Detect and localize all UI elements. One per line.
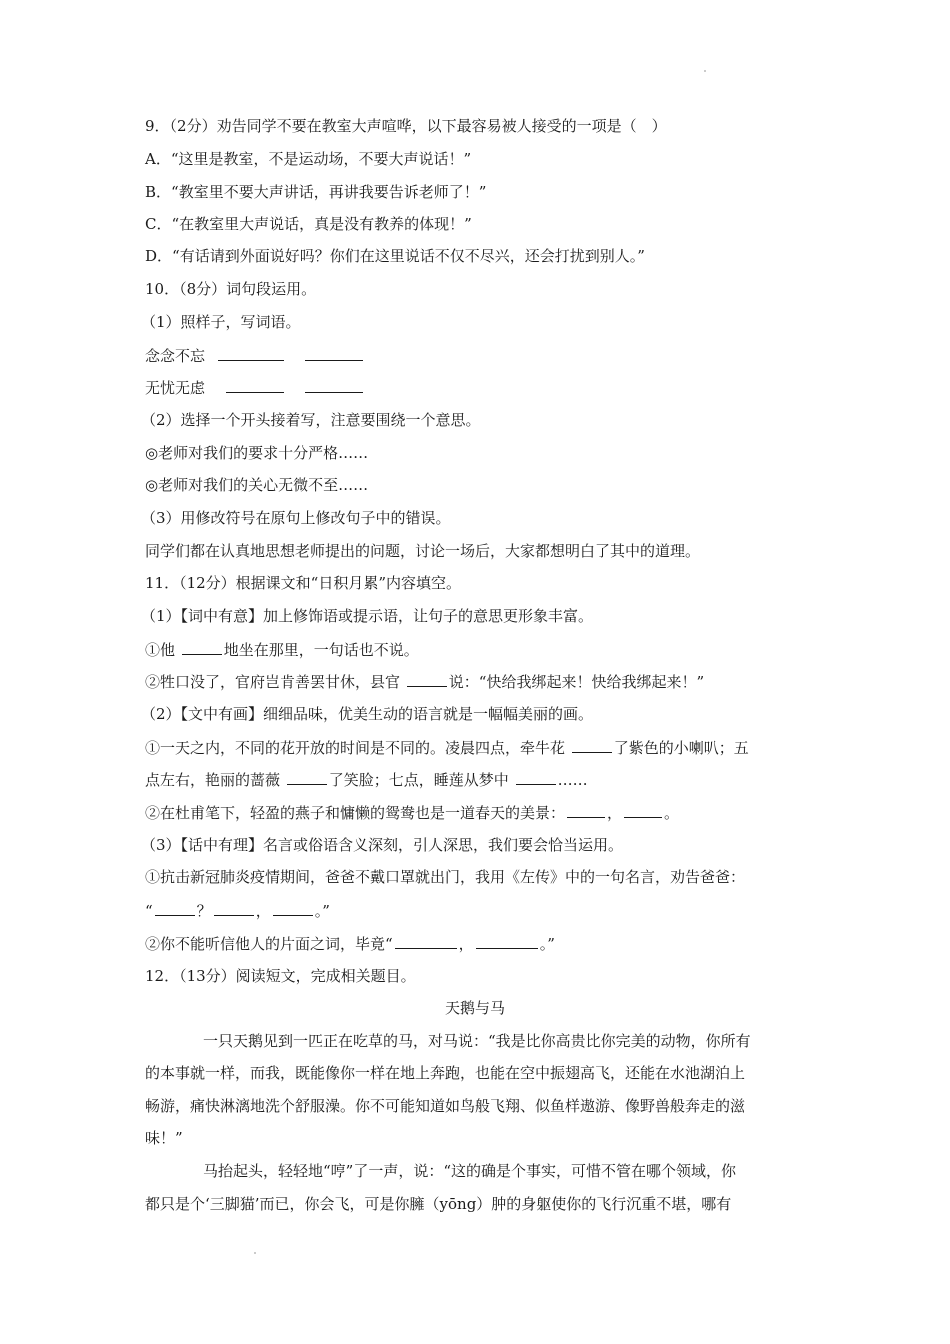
q9-option-b: B．“教室里不要大声讲话，再讲我要告诉老师了！” [145, 183, 487, 201]
q10-stem: 10．（8分）词句段运用。 [145, 280, 317, 298]
answer-blank[interactable] [182, 639, 222, 655]
q11-sentence-5: ②在杜甫笔下，轻盈的燕子和慵懒的鸳鸯也是一道春天的美景： ， 。 [145, 804, 680, 822]
q10-option-2: ◎老师对我们的关心无微不至…… [145, 476, 369, 494]
passage-title: 天鹅与马 [444, 999, 505, 1017]
answer-blank[interactable] [214, 900, 254, 916]
q11-sentence-8: ②你不能听信他人的片面之词，毕竟“ ， 。” [145, 935, 555, 953]
answer-blank[interactable] [218, 345, 284, 361]
q9-option-c: C．“在教室里大声说话，真是没有教养的体现！” [145, 215, 472, 233]
q12-stem: 12．（13分）阅读短文，完成相关题目。 [145, 967, 416, 985]
q9-option-d: D．“有话请到外面说好吗？你们在这里说话不仅不尽兴，还会打扰到别人。” [145, 247, 645, 265]
answer-blank[interactable] [305, 345, 363, 361]
passage-line: 畅游，痛快淋漓地洗个舒服澡。你不可能知道如鸟般飞翔、似鱼样遨游、像野兽般奔走的滋 [145, 1097, 746, 1115]
answer-blank[interactable] [572, 737, 612, 753]
answer-blank[interactable] [476, 933, 538, 949]
passage-line: 都只是个‘三脚猫’而已，你会飞，可是你臃（yōng）肿的身躯使你的飞行沉重不堪，哪有 [145, 1195, 732, 1213]
q10-word-1: 念念不忘 [145, 347, 206, 365]
q10-option-1: ◎老师对我们的要求十分严格…… [145, 444, 369, 462]
q10-word-row-1 [145, 345, 365, 366]
q10-word-2: 无忧无虑 [145, 379, 206, 397]
q11-sentence-3: ①一天之内，不同的花开放的时间是不同的。凌晨四点，牵牛花 了紫色的小喇叭；五 [145, 739, 749, 757]
q11-sentence-4: 点左右，艳丽的蔷薇 了笑脸；七点，睡莲从梦中 …… [145, 771, 588, 789]
q11-part3: （3）【话中有理】名言或俗语含义深刻，引人深思，我们要会恰当运用。 [141, 836, 624, 854]
passage-line: 味！” [145, 1129, 183, 1147]
answer-blank[interactable] [155, 900, 195, 916]
q9-option-a: A．“这里是教室，不是运动场，不要大声说话！” [145, 150, 472, 168]
passage-line: 的本事就一样，而我，既能像你一样在地上奔跑，也能在空中振翅高飞，还能在水池湖泊上 [145, 1064, 746, 1082]
q10-part1: （1）照样子，写词语。 [141, 313, 301, 331]
q10-part2: （2）选择一个开头接着写，注意要围绕一个意思。 [141, 411, 481, 429]
q10-word-row-2 [145, 377, 365, 398]
q10-sentence: 同学们都在认真地思想老师提出的问题，讨论一场后，大家都想明白了其中的道理。 [145, 542, 701, 560]
answer-blank[interactable] [407, 671, 447, 687]
answer-blank[interactable] [395, 933, 457, 949]
q10-part3: （3）用修改符号在原句上修改句子中的错误。 [141, 509, 451, 527]
passage-line: 一只天鹅见到一匹正在吃草的马，对马说：“我是比你高贵比你完美的动物，你所有 [203, 1032, 751, 1050]
answer-blank[interactable] [226, 377, 284, 393]
passage-line: 马抬起头，轻轻地“哼”了一声，说：“这的确是个事实，可惜不管在哪个领域，你 [203, 1162, 737, 1180]
answer-blank[interactable] [273, 900, 313, 916]
q11-sentence-1: ①他 地坐在那里，一句话也不说。 [145, 641, 419, 659]
q11-stem: 11．（12分）根据课文和“日积月累”内容填空。 [145, 574, 462, 592]
q11-sentence-6: ①抗击新冠肺炎疫情期间，爸爸不戴口罩就出门，我用《左传》中的一句名言，劝告爸爸： [145, 868, 746, 886]
scan-speck [254, 1252, 256, 1254]
scan-speck [704, 70, 706, 72]
q9-stem: 9．（2分）劝告同学不要在教室大声喧哗，以下最容易被人接受的一项是（ ） [145, 117, 667, 135]
q11-sentence-2: ②牲口没了，官府岂肯善罢甘休，县官 说：“快给我绑起来！快给我绑起来！” [145, 673, 705, 691]
q11-part1: （1）【词中有意】加上修饰语或提示语，让句子的意思更形象丰富。 [141, 607, 594, 625]
answer-blank[interactable] [305, 377, 363, 393]
q11-sentence-7: “ ？ ， 。” [145, 902, 330, 920]
q11-part2: （2）【文中有画】细细品味，优美生动的语言就是一幅幅美丽的画。 [141, 705, 594, 723]
answer-blank[interactable] [624, 802, 662, 818]
answer-blank[interactable] [516, 769, 556, 785]
answer-blank[interactable] [567, 802, 605, 818]
answer-blank[interactable] [287, 769, 327, 785]
